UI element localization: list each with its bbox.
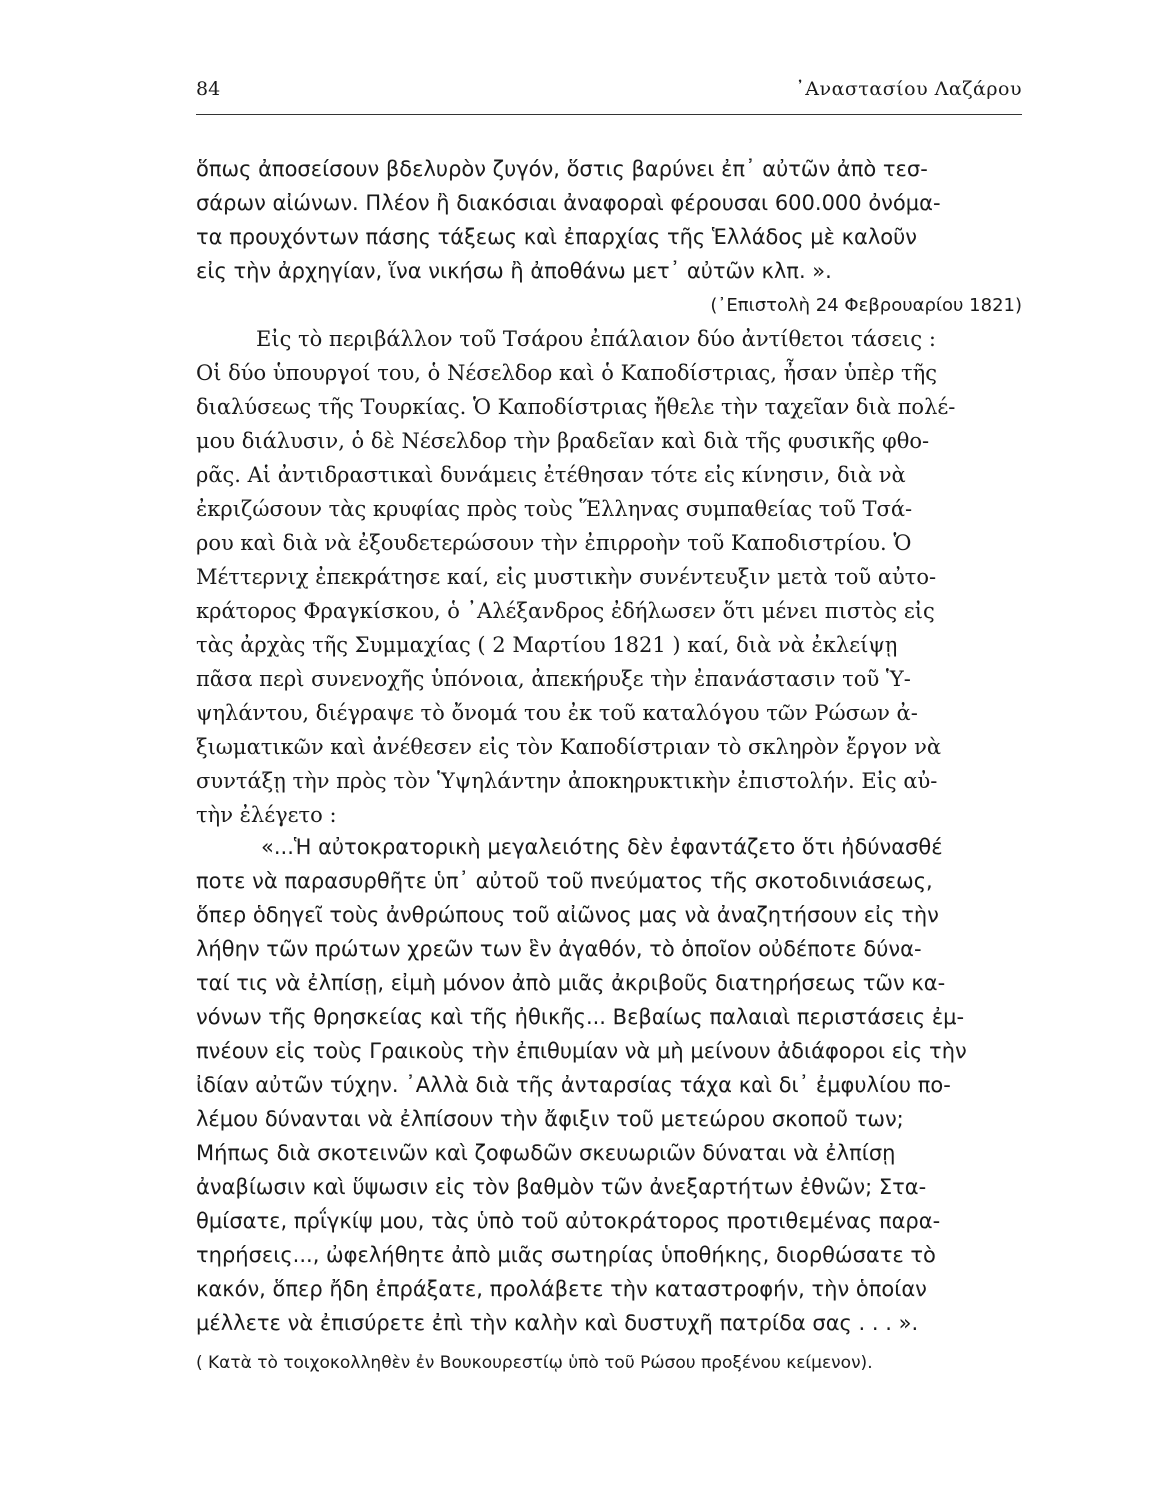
text-line: εἰς τὴν ἀρχηγίαν, ἵνα νικήσω ἢ ἀποθάνω μετ᾿ αὐτῶν κλπ. ». <box>196 259 832 283</box>
text-line: πνέουν εἰς τοὺς Γραικοὺς τὴν ἐπιθυμίαν νὰ μὴ μείνουν ἀδιάφοροι εἰς τὴν <box>196 1039 967 1063</box>
text-line: τὰς ἀρχὰς τῆς Συμμαχίας ( 2 Μαρτίου 1821 ) καί, διὰ νὰ ἐκλείψῃ <box>196 633 898 657</box>
source-note: ( Κατὰ τὸ τοιχοκολληθὲν ἐν Βουκουρεστίῳ ὑπὸ τοῦ Ρώσου προξένου κείμενον). <box>196 1353 873 1373</box>
text-line: ψηλάντου, διέγραψε τὸ ὄνομά του ἐκ τοῦ καταλόγου τῶν Ρώσων ἀ- <box>196 701 918 725</box>
text-line: Οἱ δύο ὑπουργοί του, ὁ Νέσελδορ καὶ ὁ Καποδίστριας, ἦσαν ὑπὲρ τῆς <box>196 361 937 385</box>
text-line: μέλλετε νὰ ἐπισύρετε ἐπὶ τὴν καλὴν καὶ δυστυχῆ πατρίδα σας . . . ». <box>196 1311 919 1335</box>
text-line: πᾶσα περὶ συνενοχῆς ὑπόνοια, ἀπεκήρυξε τὴν ἐπανάστασιν τοῦ Ὑ- <box>196 667 911 691</box>
page-header <box>196 74 1022 104</box>
text-line: λήθην τῶν πρώτων χρεῶν των ἓν ἀγαθόν, τὸ ὁποῖον οὐδέποτε δύνα- <box>196 937 922 961</box>
text-line: ρᾶς. Αἱ ἀντιδραστικαὶ δυνάμεις ἐτέθησαν τότε εἰς κίνησιν, διὰ νὰ <box>196 463 906 487</box>
text-line: μου διάλυσιν, ὁ δὲ Νέσελδορ τὴν βραδεῖαν καὶ διὰ τῆς φυσικῆς φθο- <box>196 429 930 453</box>
text-line: ἐκριζώσουν τὰς κρυφίας πρὸς τοὺς Ἕλληνας συμπαθείας τοῦ Τσά- <box>196 497 913 521</box>
paragraph-1 <box>196 152 1022 322</box>
text-line: θμίσατε, πρΐγκίψ μου, τὰς ὑπὸ τοῦ αὐτοκράτορος προτιθεμένας παρα- <box>196 1209 941 1233</box>
text-line: «...Ἡ αὐτοκρατορικὴ μεγαλειότης δὲν ἐφαντάζετο ὅτι ἠδύνασθέ <box>261 835 943 859</box>
text-line: λέμου δύνανται νὰ ἐλπίσουν τὴν ἄφιξιν τοῦ μετεώρου σκοποῦ των; <box>196 1107 904 1131</box>
text-line: Μέττερνιχ ἐπεκράτησε καί, εἰς μυστικὴν συνέντευξιν μετὰ τοῦ αὐτο- <box>196 565 937 589</box>
text-line: ἰδίαν αὐτῶν τύχην. ᾿Αλλὰ διὰ τῆς ἀνταρσίας τάχα καὶ δι᾿ ἐμφυλίου πο- <box>196 1073 951 1097</box>
quoted-letter <box>196 830 1022 1340</box>
running-title: ᾿Αναστασίου Λαζάρου <box>795 78 1022 100</box>
text-line: τα προυχόντων πάσης τάξεως καὶ ἐπαρχίας τῆς Ἑλλάδος μὲ καλοῦν <box>196 225 918 249</box>
text-line: ὅπως ἀποσείσουν βδελυρὸν ζυγόν, ὅστις βαρύνει ἐπ᾿ αὐτῶν ἀπὸ τεσ- <box>196 157 928 181</box>
paragraph-2 <box>196 322 1022 832</box>
text-line: νόνων τῆς θρησκείας καὶ τῆς ἠθικῆς... Βεβαίως παλαιαὶ περιστάσεις ἐμ- <box>196 1005 965 1029</box>
text-line: κακόν, ὅπερ ἤδη ἐπράξατε, προλάβετε τὴν καταστροφήν, τὴν ὁποίαν <box>196 1277 927 1301</box>
text-line: τὴν ἐλέγετο : <box>196 803 337 827</box>
text-line: κράτορος Φραγκίσκου, ὁ ᾿Αλέξανδρος ἐδήλωσεν ὅτι μένει πιστὸς εἰς <box>196 599 935 623</box>
text-line: Εἰς τὸ περιβάλλον τοῦ Τσάρου ἐπάλαιον δύο ἀντίθετοι τάσεις : <box>256 327 936 351</box>
text-line: ὅπερ ὁδηγεῖ τοὺς ἀνθρώπους τοῦ αἰῶνος μας νὰ ἀναζητήσουν εἰς τὴν <box>196 903 939 927</box>
text-line: Μήπως διὰ σκοτεινῶν καὶ ζοφωδῶν σκευωριῶν δύναται νὰ ἐλπίσῃ <box>196 1141 896 1165</box>
text-line: ποτε νὰ παρασυρθῆτε ὑπ᾿ αὐτοῦ τοῦ πνεύματος τῆς σκοτοδινιάσεως, <box>196 869 933 893</box>
citation-letter: (᾿Επιστολὴ 24 Φεβρουαρίου 1821) <box>710 294 1022 316</box>
text-line: ρου καὶ διὰ νὰ ἐξουδετερώσουν τὴν ἐπιρροὴν τοῦ Καποδιστρίου. Ὁ <box>196 531 912 555</box>
source-note-block <box>196 1346 1022 1380</box>
text-line: τηρήσεις..., ὠφελήθητε ἀπὸ μιᾶς σωτηρίας ὑποθήκης, διορθώσατε τὸ <box>196 1243 936 1267</box>
text-line: ἀναβίωσιν καὶ ὕψωσιν εἰς τὸν βαθμὸν τῶν ἀνεξαρτήτων ἐθνῶν; Στα- <box>196 1175 927 1199</box>
page-number: 84 <box>196 78 221 100</box>
text-line: διαλύσεως τῆς Τουρκίας. Ὁ Καποδίστριας ἤθελε τὴν ταχεῖαν διὰ πολέ- <box>196 395 956 419</box>
text-line: ταί τις νὰ ἐλπίσῃ, εἰμὴ μόνον ἀπὸ μιᾶς ἀκριβοῦς διατηρήσεως τῶν κα- <box>196 971 946 995</box>
text-line: συντάξῃ τὴν πρὸς τὸν Ὑψηλάντην ἀποκηρυκτικὴν ἐπιστολήν. Εἰς αὐ- <box>196 769 938 793</box>
text-line: ξιωματικῶν καὶ ἀνέθεσεν εἰς τὸν Καποδίστριαν τὸ σκληρὸν ἔργον νὰ <box>196 735 942 759</box>
text-line: σάρων αἰώνων. Πλέον ἢ διακόσιαι ἀναφοραὶ φέρουσαι 600.000 ὀνόμα- <box>196 191 941 215</box>
header-rule <box>196 114 1022 115</box>
